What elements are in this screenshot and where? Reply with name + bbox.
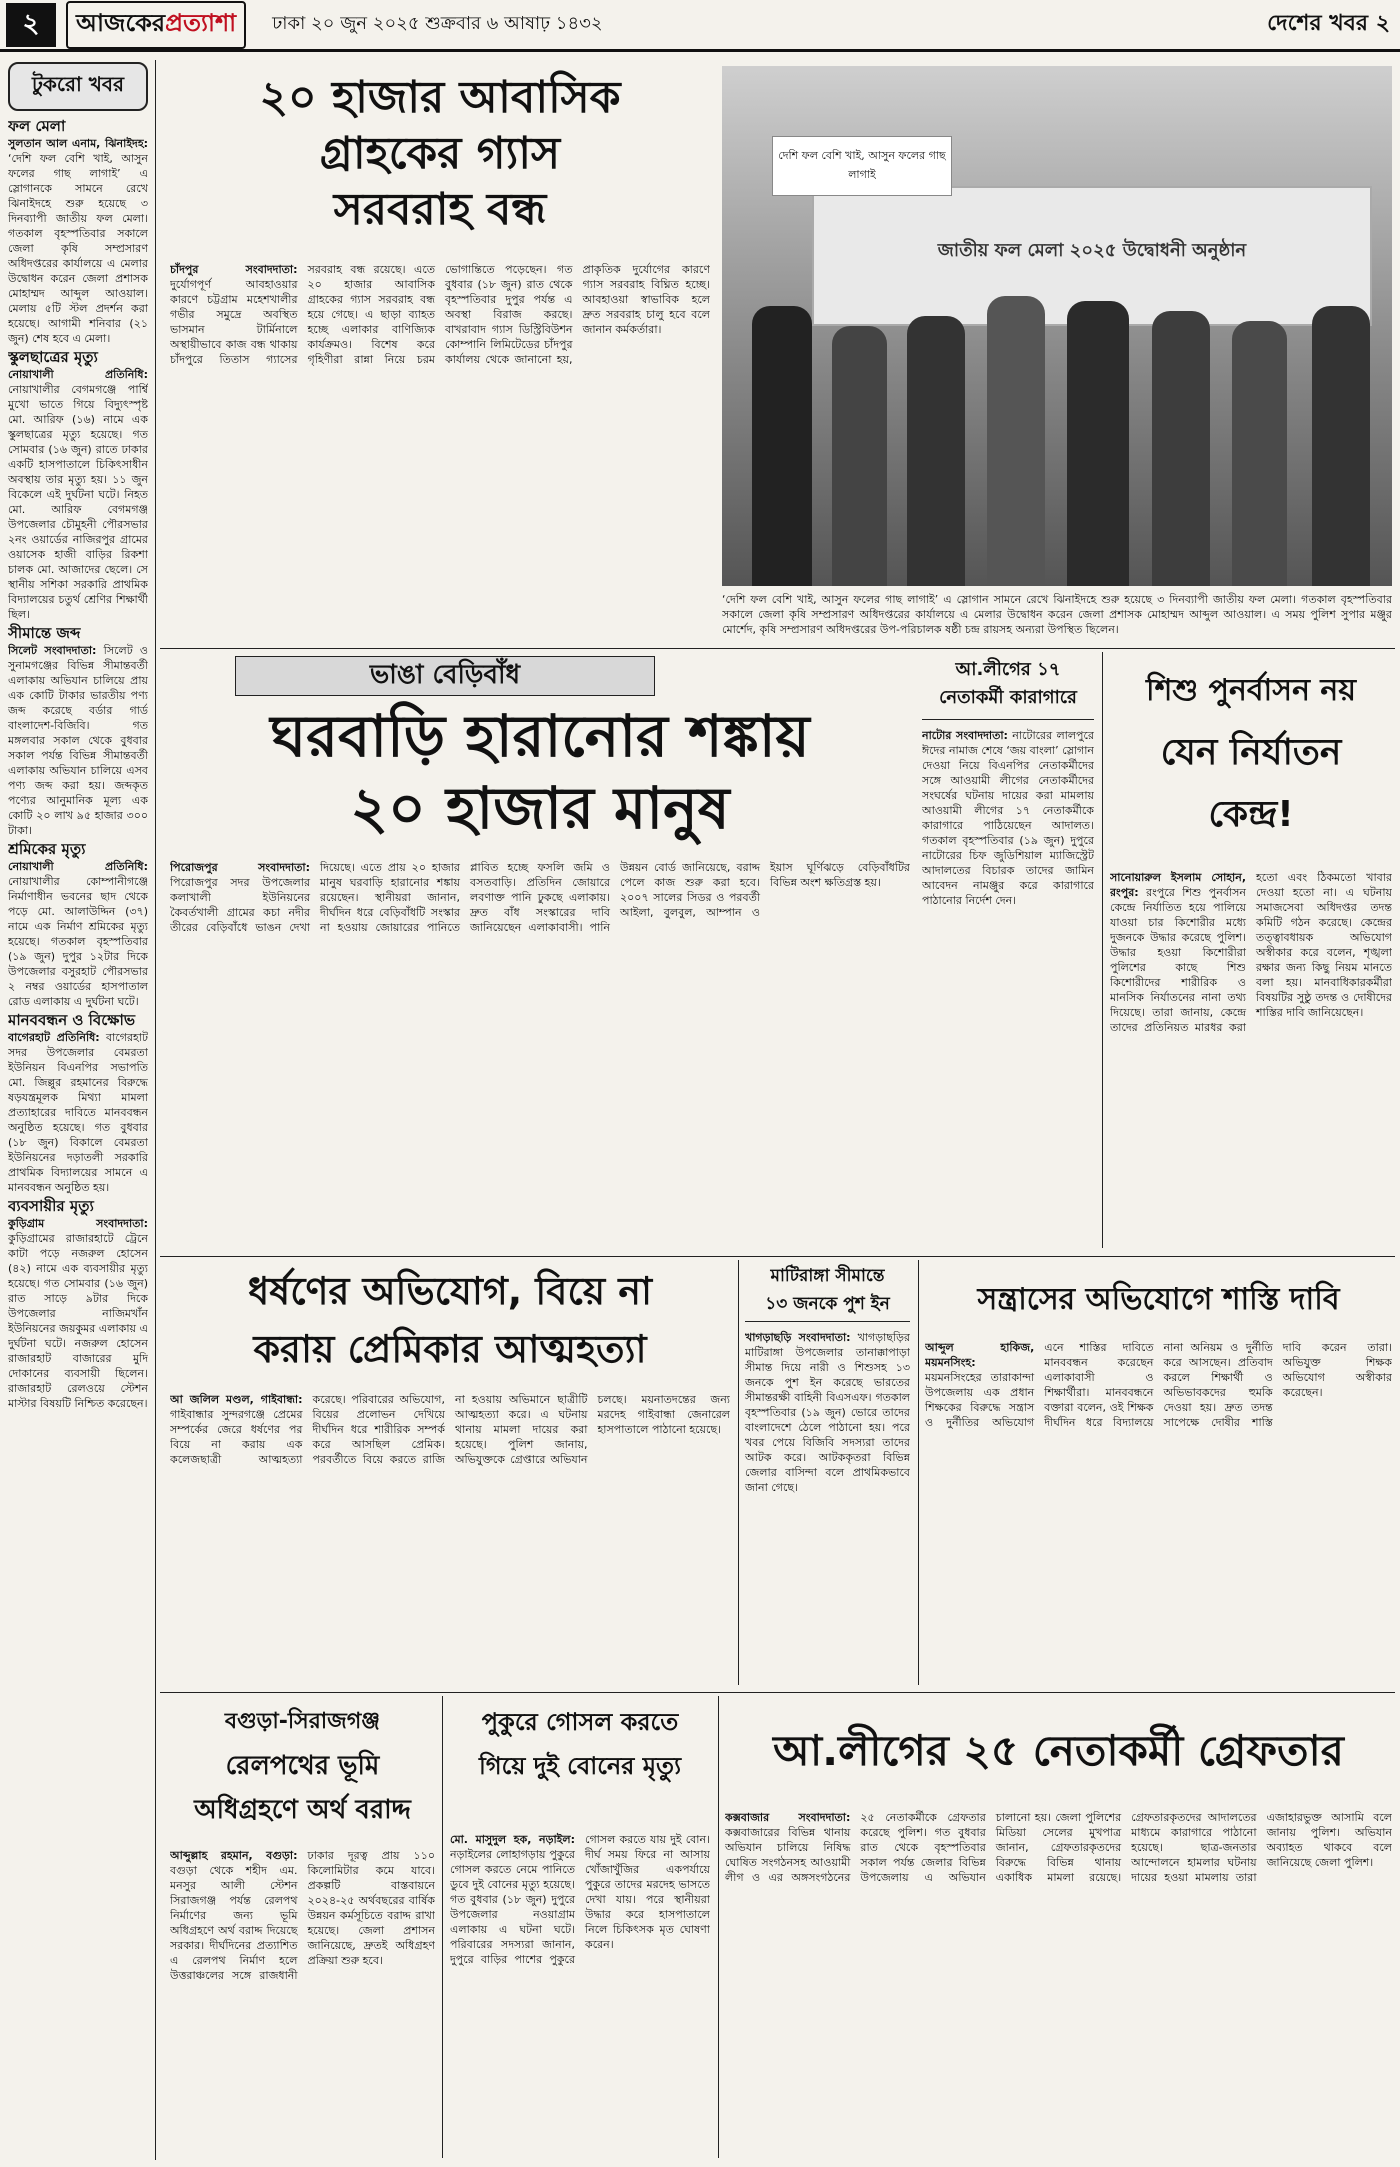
- brief-title: সীমান্তে জব্দ: [8, 624, 81, 642]
- shishu-headline: [1110, 660, 1392, 860]
- shishu-byline: সানোয়ারুল ইসলাম সোহান, রংপুর:: [1110, 871, 1246, 899]
- person-figure: [752, 306, 812, 586]
- gas-headline: [170, 70, 710, 240]
- headline-line: যেন নির্যাতন: [1160, 732, 1342, 773]
- matiranga-body-text: খাগড়াছড়ির মাটিরাঙ্গা উপজেলার তানাক্কাপাড়া সীমান্ত দিয়ে নারী ও শিশুসহ ১৩ জনকে পুশ ইন করেছে ভারতের সীমান্তরক্ষী বাহিনী বিএসএফ। গতকাল বৃহস্পতিবার (১৯ জুন) ভোরে তাদের বাংলাদেশে ঠেলে পাঠানো হয়। পরে খবর পেয়ে বিজিবি সদস্যরা তাদের আটক করে। আটককৃতরা বিভিন্ন জেলার বাসিন্দা বলে প্রাথমিকভাবে জানা গেছে।: [745, 1331, 910, 1494]
- section-divider: [160, 648, 1395, 649]
- brief-body: কুড়িগ্রামের রাজারহাটে ট্রেনে কাটা পড়ে নজরুল হোসেন (৪২) নামে এক ব্যবসায়ীর মৃত্যু হয়েছে। গত সোমবার (১৬ জুন) রাত সাড়ে ৯টার দিকে উপজেলার নাজিমখাঁন ইউনিয়নের জয়কুমর এলাকায় এ দুর্ঘটনা ঘটে। নজরুল হোসেন রাজারহাট বাজারের মুদি দোকানের ব্যবসায়ী ছিলেন। রাজারহাট রেলওয়ে স্টেশন মাস্টার বিষয়টি নিশ্চিত করেছেন।: [8, 1232, 148, 1410]
- news-brief[interactable]: [8, 842, 148, 1009]
- brief-title: ফল মেলা: [8, 117, 66, 135]
- headline-line: করায় প্রেমিকার আত্মহত্যা: [253, 1327, 647, 1371]
- headline-line: কেন্দ্র!: [1208, 794, 1294, 835]
- column-divider: [738, 1260, 739, 1685]
- brief-title: স্কুলছাত্রের মৃত্যু: [8, 348, 98, 366]
- section-label: দেশের খবর: [1267, 11, 1369, 36]
- column-divider: [1102, 652, 1103, 1248]
- person-figure: [1152, 311, 1210, 586]
- headline-line: রেলপথের ভূমি: [225, 1751, 380, 1781]
- brief-body: সিলেট ও সুনামগঞ্জের বিভিন্ন সীমান্তবর্তী এলাকায় অভিযান চালিয়ে প্রায় এক কোটি টাকার ভারতীয় পণ্য জব্দ করেছে বর্ডার গার্ড বাংলাদেশ-বিজিবি। গত মঙ্গলবার সকাল থেকে বুধবার সকাল পর্যন্ত বিভিন্ন সীমান্তবর্তী এলাকায় অভিযান চালিয়ে এসব পণ্য জব্দ করা হয়। জব্দকৃত পণ্যের আনুমানিক মূল্য এক কোটি ২০ লাখ ৯৫ হাজার ৩০০ টাকা।: [8, 644, 148, 837]
- brief-title: শ্রমিকের মৃত্যু: [8, 840, 86, 858]
- news-brief[interactable]: [8, 1199, 148, 1411]
- rape-byline: আ জলিল মণ্ডল, গাইবান্ধা:: [170, 1393, 303, 1406]
- person-figure: [832, 326, 887, 586]
- terror-story-body: [925, 1340, 1392, 1685]
- box-title: টুকরো খবর: [8, 62, 148, 111]
- photo-sign: দেশি ফল বেশি খাই, আসুন ফলের গাছ লাগাই: [772, 136, 952, 196]
- brief-byline: কুড়িগ্রাম সংবাদদাতা:: [8, 1217, 148, 1230]
- section-page-number: ২: [1375, 11, 1390, 36]
- embankment-headline: [170, 700, 910, 850]
- brief-byline: নোয়াখালী প্রতিনিধি:: [8, 860, 148, 873]
- embankment-body-text: পিরোজপুর সদর উপজেলার কলাখালী ইউনিয়নের কৈবর্তখালী গ্রামের কচা নদীর তীরের বেড়িবাঁধে ভাঙন দেখা দিয়েছে। এতে প্রায় ২০ হাজার মানুষ ঘরবাড়ি হারানোর শঙ্কায় রয়েছেন। স্থানীয়রা জানান, দীর্ঘদিন ধরে বেড়িবাঁধটি সংস্কার না হওয়ায় জোয়ারের পানিতে প্লাবিত হচ্ছে ফসলি জমি ও বসতবাড়ি। প্রতিদিন জোয়ারে লবণাক্ত পানি ঢুকছে এলাকায়। দ্রুত বাঁধ সংস্কারের দাবি জানিয়েছেন এলাকাবাসী। পানি উন্নয়ন বোর্ড জানিয়েছে, বরাদ্দ পেলে কাজ শুরু করা হবে। ২০০৭ সালের সিডর ও পরবর্তী আইলা, বুলবুল, আম্পান ও ইয়াস ঘূর্ণিঝড়ে বেড়িবাঁধটির বিভিন্ন অংশ ক্ষতিগ্রস্ত হয়।: [170, 861, 910, 934]
- headline-line: গিয়ে দুই বোনের মৃত্যু: [478, 1752, 682, 1780]
- matiranga-headline: [745, 1262, 910, 1322]
- rape-body-text: গাইবান্ধার সুন্দরগঞ্জে প্রেমের সম্পর্কের জেরে ধর্ষণের পর বিয়ে না করায় এক কলেজছাত্রী আত্মহত্যা করেছে। পরিবারের অভিযোগ, বিয়ের প্রলোভন দেখিয়ে দীর্ঘদিন ধরে শারীরিক সম্পর্ক করে আসছিল প্রেমিক। পরবর্তীতে বিয়ে করতে রাজি না হওয়ায় অভিমানে ছাত্রীটি আত্মহত্যা করে। এ ঘটনায় থানায় মামলা দায়ের করা হয়েছে। পুলিশ জানায়, অভিযুক্তকে গ্রেপ্তারে অভিযান চলছে। ময়নাতদন্তের জন্য মরদেহ গাইবান্ধা জেনারেল হাসপাতালে পাঠানো হয়েছে।: [170, 1393, 730, 1466]
- brief-title: মানববন্ধন ও বিক্ষোভ: [8, 1011, 135, 1029]
- person-figure: [907, 316, 965, 586]
- headline-line: আ.লীগের ১৭: [955, 659, 1061, 680]
- bogura-byline: আব্দুল্লাহ রহমান, বগুড়া:: [170, 1849, 298, 1862]
- drown-headline: [450, 1700, 710, 1830]
- brief-byline: সুলতান আল এনাম, ঝিনাইদহ:: [8, 137, 148, 150]
- bogura-body-text: বগুড়া থেকে শহীদ এম. মনসুর আলী স্টেশন সিরাজগঞ্জ পর্যন্ত রেলপথ নির্মাণের জন্য ভূমি অধিগ্রহণে অর্থ বরাদ্দ দিয়েছে সরকার। দীর্ঘদিনের প্রত্যাশিত এ রেলপথ নির্মাণ হলে উত্তরাঞ্চলের সঙ্গে রাজধানী ঢাকার দূরত্ব প্রায় ১১০ কিলোমিটার কমে যাবে। প্রকল্পটি বাস্তবায়নে ২০২৪-২৫ অর্থবছরের বার্ষিক উন্নয়ন কর্মসূচিতে বরাদ্দ রাখা হয়েছে। জেলা প্রশাসন জানিয়েছে, দ্রুতই অধিগ্রহণ প্রক্রিয়া শুরু হবে।: [170, 1849, 435, 1982]
- arrest-byline: কক্সবাজার সংবাদদাতা:: [725, 1811, 851, 1824]
- newspaper-logo[interactable]: [66, 1, 246, 49]
- matiranga-byline: খাগড়াছড়ি সংবাদদাতা:: [745, 1331, 851, 1344]
- headline-line: অধিগ্রহণে অর্থ বরাদ্দ: [194, 1795, 411, 1825]
- brief-byline: নোয়াখালী প্রতিনিধি:: [8, 368, 148, 381]
- photo-caption: ‘দেশি ফল বেশি খাই, আসুন ফলের গাছ লাগাই’ এ স্লোগান সামনে রেখে ঝিনাইদহে শুরু হয়েছে ৩ দিনব্যাপী জাতীয় ফল মেলা। গতকাল বৃহস্পতিবার সকালে জেলা কৃষি সম্প্রসারণ অধিদপ্তরের কার্যালয়ে এ মেলার উদ্বোধন করেন জেলা প্রশাসক মোহাম্মদ আব্দুল আওয়াল। এ সময় পুলিশ সুপার মঞ্জুর মোর্শেদ, কৃষি সম্প্রসারণ অধিদপ্তরের উপ-পরিচালক ষষ্ঠী চন্দ্র রায়সহ অন্যরা উপস্থিত ছিলেন।: [722, 593, 1392, 636]
- brief-byline: সিলেট সংবাদদাতা:: [8, 644, 97, 657]
- matiranga-story-body: [745, 1330, 910, 1685]
- brief-body: বাগেরহাট সদর উপজেলার বেমরতা ইউনিয়ন বিএনপির সভাপতি মো. জিল্লুর রহমানের বিরুদ্ধে ষড়যন্ত্রমূলক মিথ্যা মামলা প্রত্যাহারের দাবিতে মানববন্ধন অনুষ্ঠিত হয়েছে। গত বুধবার (১৮ জুন) বিকালে বেমরতা ইউনিয়নের দড়াতলী সরকারি প্রাথমিক বিদ্যালয়ের সামনে এ মানববন্ধন অনুষ্ঠিত হয়।: [8, 1031, 148, 1194]
- drown-byline: মো. মাসুদুল হক, নড়াইল:: [450, 1833, 575, 1846]
- column-divider: [155, 60, 156, 2160]
- banner-text: জাতীয় ফল মেলা ২০২৫ উদ্বোধনী অনুষ্ঠান: [937, 240, 1247, 261]
- person-figure: [1312, 306, 1370, 586]
- embankment-kicker: ভাঙা বেড়িবাঁধ: [235, 656, 655, 696]
- news-brief[interactable]: [8, 119, 148, 346]
- brief-body: নোয়াখালীর কোম্পানীগঞ্জে নির্মাণাধীন ভবনের ছাদ থেকে পড়ে মো. আলাউদ্দিন (৩৭) নামে এক নির্মাণ শ্রমিকের মৃত্যু হয়েছে। গতকাল বৃহস্পতিবার (১৯ জুন) দুপুর ১২টার দিকে উপজেলার বসুরহাট পৌরসভার ২ নম্বর ওয়ার্ডের হাসপাতাল রোড এলাকায় এ দুর্ঘটনা ঘটে।: [8, 875, 148, 1008]
- headline-line: গ্রাহকের গ্যাস: [319, 128, 561, 179]
- fruit-fair-photo[interactable]: [722, 66, 1392, 586]
- headline-line: ঘরবাড়ি হারানোর শঙ্কায়: [270, 702, 810, 770]
- al-jail-byline: নাটোর সংবাদদাতা:: [922, 729, 1008, 742]
- bogura-story-body: [170, 1848, 435, 2158]
- rape-story-body: [170, 1392, 730, 1682]
- rape-headline: [170, 1262, 730, 1382]
- bogura-headline: [170, 1700, 435, 1840]
- brief-title: ব্যবসায়ীর মৃত্যু: [8, 1197, 94, 1215]
- al-jail-headline: [922, 656, 1094, 720]
- section-title: [1267, 6, 1390, 43]
- headline-line: ১৩ জনকে পুশ ইন: [765, 1294, 890, 1314]
- headline-line: ২০ হাজার আবাসিক: [259, 72, 621, 123]
- person-figure: [987, 296, 1045, 586]
- headline-line: বগুড়া-সিরাজগঞ্জ: [224, 1709, 381, 1734]
- news-brief[interactable]: [8, 626, 148, 838]
- terror-body-text: ময়মনসিংহের তারাকান্দা উপজেলায় এক প্রধান শিক্ষকের বিরুদ্ধে সন্ত্রাস ও দুর্নীতির অভিযোগ এনে শাস্তির দাবিতে মানববন্ধন করেছেন এলাকাবাসী ও শিক্ষার্থীরা। মানববন্ধনে বক্তারা বলেন, ওই শিক্ষক দীর্ঘদিন ধরে বিদ্যালয়ে নানা অনিয়ম ও দুর্নীতি করে আসছেন। প্রতিবাদ করলে শিক্ষার্থী ও অভিভাবকদের হুমকি দেওয়া হয়। দ্রুত তদন্ত সাপেক্ষে দোষীর শাস্তি দাবি করেন তারা। অভিযুক্ত শিক্ষক অভিযোগ অস্বীকার করেছেন।: [925, 1341, 1392, 1429]
- logo-main: প্রত্যাশা: [165, 8, 237, 37]
- headline-line: ধর্ষণের অভিযোগ, বিয়ে না: [247, 1269, 653, 1313]
- arrest-headline: আ.লীগের ২৫ নেতাকর্মী গ্রেফতার: [773, 1726, 1344, 1775]
- headline-line: নেতাকর্মী কারাগারে: [939, 687, 1077, 708]
- shishu-story-body: [1110, 870, 1392, 1248]
- arrest-story-body: [725, 1810, 1392, 2158]
- drown-body-text: নড়াইলের লোহাগড়ায় পুকুরে গোসল করতে নেমে পানিতে ডুবে দুই বোনের মৃত্যু হয়েছে। গত বুধবার (১৮ জুন) দুপুরে উপজেলার নওয়াগ্রাম এলাকায় এ ঘটনা ঘটে। পরিবারের সদস্যরা জানান, দুপুরে বাড়ির পাশের পুকুরে গোসল করতে যায় দুই বোন। দীর্ঘ সময় ফিরে না আসায় খোঁজাখুঁজির একপর্যায়ে পুকুরে তাদের মরদেহ ভাসতে দেখা যায়। পরে স্থানীয়রা উদ্ধার করে হাসপাতালে নিলে চিকিৎসক মৃত ঘোষণা করেন।: [450, 1833, 710, 1966]
- headline-line: সরবরাহ বন্ধ: [333, 184, 547, 235]
- issue-date: ঢাকা ২০ জুন ২০২৫ শুক্রবার ৬ আষাঢ় ১৪৩২: [272, 13, 603, 34]
- person-figure: [1232, 321, 1287, 586]
- gas-byline: চাঁদপুর সংবাদদাতা:: [170, 263, 298, 276]
- al-jail-story-body: [922, 728, 1094, 1248]
- drown-story-body: [450, 1832, 710, 2158]
- section-divider: [160, 1692, 1395, 1693]
- news-brief[interactable]: [8, 1013, 148, 1195]
- brief-body: নোয়াখালীর বেগমগঞ্জে পার্শ্বি মুখো ভাতে গিয়ে বিদ্যুৎস্পৃষ্ট মো. আরিফ (১৬) নামে এক স্কুলছাত্রের মৃত্যু হয়েছে। গত সোমবার (১৬ জুন) রাতে ঢাকার একটি হাসপাতালে চিকিৎসাধীন অবস্থায় তার মৃত্যু হয়। ১১ জুন বিকেলে এই দুর্ঘটনা ঘটে। নিহত মো. আরিফ বেগমগঞ্জ উপজেলার চৌমুহনী পৌরসভার ২নং ওয়ার্ডের নাজিরপুর গ্রামের ওয়াসেক হাজী বাড়ির রিকশা চালক মো. আজাদের ছেলে। সে স্থানীয় সশিকা সরকারি প্রাথমিক বিদ্যালয়ের চতুর্থ শ্রেণির শিক্ষার্থী ছিল।: [8, 383, 148, 621]
- embankment-story-body: [170, 860, 910, 1245]
- terror-headline: সন্ত্রাসের অভিযোগে শাস্তি দাবি: [977, 1282, 1340, 1317]
- embankment-byline: পিরোজপুর সংবাদদাতা:: [170, 861, 310, 874]
- headline-line: পুকুরে গোসল করতে: [481, 1708, 679, 1736]
- column-divider: [442, 1696, 443, 2158]
- person-figure: [1067, 301, 1129, 586]
- gas-story-body: [170, 262, 710, 642]
- page-header: [0, 0, 1400, 52]
- headline-line: ২০ হাজার মানুষ: [350, 774, 730, 842]
- section-divider: [160, 1256, 1395, 1257]
- shishu-body-text: রংপুরে শিশু পুনর্বাসন কেন্দ্রে নির্যাতিত হয়ে পালিয়ে যাওয়া চার কিশোরীর মধ্যে দুজনকে উদ্ধার করেছে পুলিশ। উদ্ধার হওয়া কিশোরীরা পুলিশের কাছে শিশু কিশোরীদের শারীরিক ও মানসিক নির্যাতনের নানা তথ্য দিয়েছে। তারা জানায়, কেন্দ্রে তাদের প্রতিনিয়ত মারধর করা হতো এবং ঠিকমতো খাবার দেওয়া হতো না। এ ঘটনায় সমাজসেবা অধিদপ্তর তদন্ত কমিটি গঠন করেছে। কেন্দ্রের তত্ত্বাবধায়ক অভিযোগ অস্বীকার করে বলেন, শৃঙ্খলা রক্ষার জন্য কিছু নিয়ম মানতে বলা হয়। মানবাধিকারকর্মীরা বিষয়টির সুষ্ঠু তদন্ত ও দোষীদের শাস্তির দাবি জানিয়েছেন।: [1110, 871, 1392, 1034]
- brief-body: ‘দেশি ফল বেশি খাই, আসুন ফলের গাছ লাগাই’ এ স্লোগানকে সামনে রেখে ঝিনাইদহে শুরু হয়েছে ৩ দিনব্যাপী জাতীয় ফল মেলা। গতকাল বৃহস্পতিবার সকালে জেলা কৃষি সম্প্রসারণ অধিদপ্তরের কার্যালয়ে এ মেলার উদ্বোধন করেন জেলা প্রশাসক মোহাম্মদ আব্দুল আওয়াল। মেলায় ৫টি স্টল প্রদর্শন করা হয়েছে। আগামী শনিবার (২১ জুন) শেষ হবে এ মেলা।: [8, 152, 148, 345]
- brief-byline: বাগেরহাট প্রতিনিধি:: [8, 1031, 100, 1044]
- headline-line: মাটিরাঙ্গা সীমান্তে: [770, 1266, 885, 1286]
- left-news-column: [8, 62, 148, 2157]
- gas-body-text: দুর্যোগপূর্ণ আবহাওয়ার কারণে চট্টগ্রাম মহেশখালীর গভীর সমুদ্রে অবস্থিত ভাসমান টার্মিনালে অস্থায়ীভাবে কাজ বন্ধ থাকায় চাঁদপুরে তিতাস গ্যাসের সরবরাহ বন্ধ রয়েছে। এতে ২০ হাজার আবাসিক গ্রাহকের গ্যাস সরবরাহ বন্ধ হয়ে গেছে। এ ছাড়া ব্যাহত হচ্ছে এলাকার বাণিজ্যিক কার্যক্রমও। বিশেষ করে গৃহিণীরা রান্না নিয়ে চরম ভোগান্তিতে পড়েছেন। গত বুধবার (১৮ জুন) রাত থেকে বৃহস্পতিবার দুপুর পর্যন্ত এ অবস্থা বিরাজ করছে। বাখরাবাদ গ্যাস ডিস্ট্রিবিউশন কোম্পানি লিমিটেডের চাঁদপুর কার্যালয় থেকে জানানো হয়, প্রাকৃতিক দুর্যোগের কারণে গ্যাস সরবরাহ বিঘ্নিত হচ্ছে। আবহাওয়া স্বাভাবিক হলে দ্রুত সরবরাহ চালু হবে বলে জানান কর্মকর্তারা।: [170, 263, 710, 366]
- headline-line: শিশু পুনর্বাসন নয়: [1145, 673, 1357, 708]
- page-number: ২: [6, 3, 56, 47]
- news-brief[interactable]: [8, 350, 148, 622]
- logo-prefix: আজকের: [76, 8, 166, 37]
- al-jail-body-text: নাটোরের লালপুরে ঈদের নামাজ শেষে ‘জয় বাংলা’ স্লোগান দেওয়া নিয়ে বিএনপির নেতাকর্মীদের সঙ্গে আওয়ামী লীগের নেতাকর্মীদের সংঘর্ষের ঘটনায় দায়ের করা মামলায় আওয়ামী লীগের ১৭ নেতাকর্মীকে কারাগারে পাঠিয়েছেন আদালত। গতকাল বৃহস্পতিবার (১৯ জুন) দুপুরে নাটোরের চিফ জুডিশিয়াল ম্যাজিস্ট্রেট আদালতের বিচারক তাদের জামিন আবেদন নামঞ্জুর করে কারাগারে পাঠানোর নির্দেশ দেন।: [922, 729, 1094, 907]
- column-divider: [718, 1696, 719, 2158]
- terror-byline: আব্দুল হাকিজ, ময়মনসিংহ:: [925, 1341, 1035, 1369]
- arrest-body-text: কক্সবাজারের বিভিন্ন থানায় অভিযান চালিয়ে নিষিদ্ধ ঘোষিত সংগঠনসহ আওয়ামী লীগ ও এর অঙ্গসংগঠনের ২৫ নেতাকর্মীকে গ্রেফতার করেছে পুলিশ। গত বুধবার রাত থেকে বৃহস্পতিবার সকাল পর্যন্ত জেলার বিভিন্ন উপজেলায় এ অভিযান চালানো হয়। জেলা পুলিশের মিডিয়া সেলের মুখপাত্র জানান, গ্রেফতারকৃতদের বিরুদ্ধে বিভিন্ন থানায় একাধিক মামলা রয়েছে। গ্রেফতারকৃতদের আদালতের মাধ্যমে কারাগারে পাঠানো হয়েছে। ছাত্র-জনতার আন্দোলনে হামলার ঘটনায় দায়ের হওয়া মামলায় তারা এজাহারভুক্ত আসামি বলে জানায় পুলিশ। অভিযান অব্যাহত থাকবে বলে জানিয়েছে জেলা পুলিশ।: [725, 1811, 1392, 1884]
- column-divider: [918, 1260, 919, 1685]
